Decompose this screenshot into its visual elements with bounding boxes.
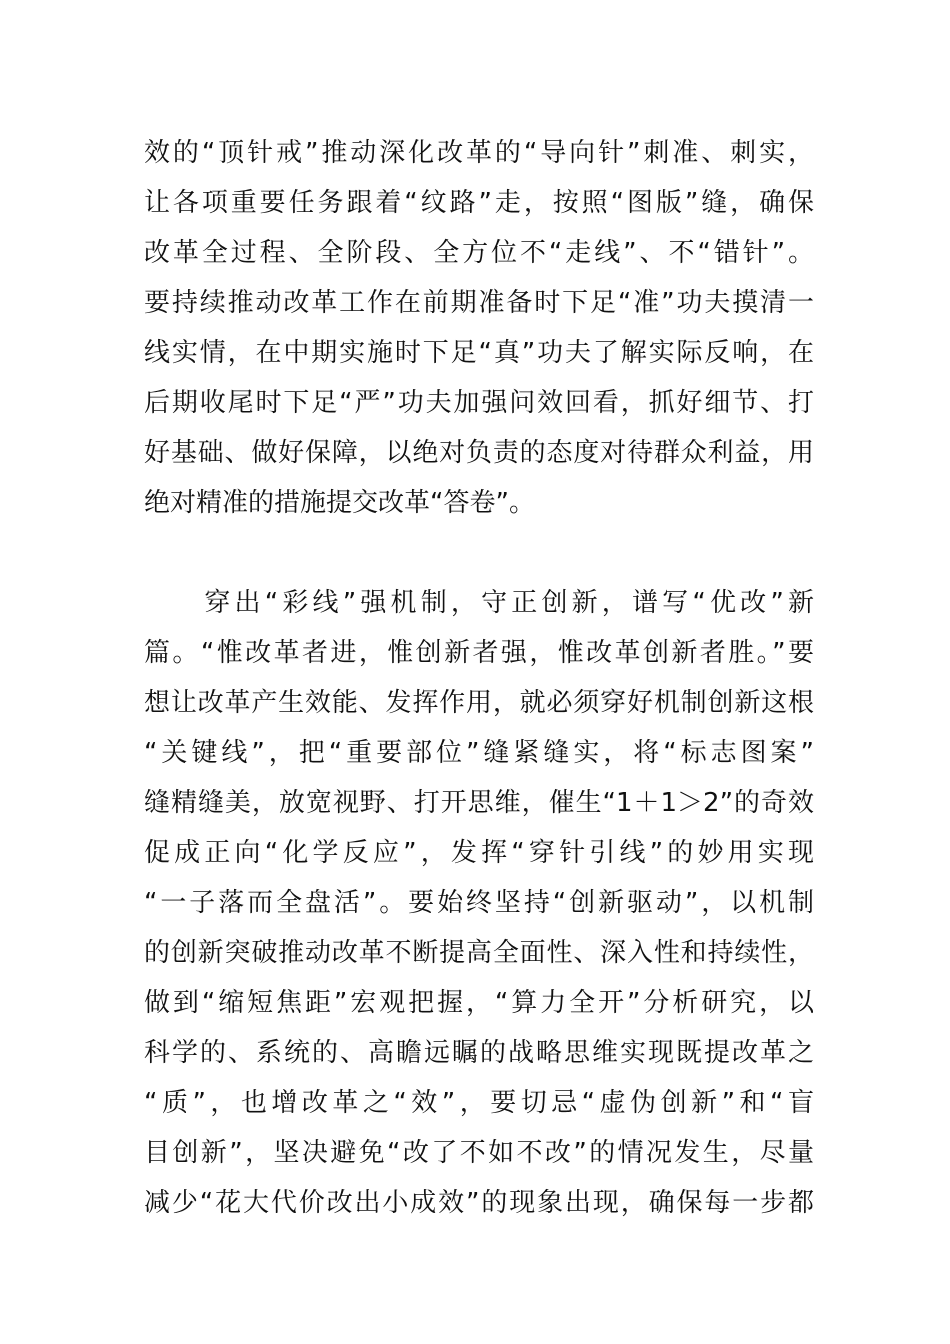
paragraph-line: 效的“顶针戒”推动深化改革的“导向针”刺准、刺实， xyxy=(144,138,814,168)
paragraph-line: 后期收尾时下足“严”功夫加强问效回看，抓好细节、打 xyxy=(144,388,814,418)
paragraph-line: 线实情，在中期实施时下足“真”功夫了解实际反响，在 xyxy=(144,338,814,368)
paragraph-1 xyxy=(144,128,814,528)
paragraph-line: 穿出“彩线”强机制，守正创新，谱写“优改”新 xyxy=(144,588,814,618)
paragraph-line: 做到“缩短焦距”宏观把握，“算力全开”分析研究，以 xyxy=(144,988,814,1018)
paragraph-2 xyxy=(144,578,814,1228)
paragraph-line: 要持续推动改革工作在前期准备时下足“准”功夫摸清一 xyxy=(144,288,814,318)
paragraph-line: 科学的、系统的、高瞻远瞩的战略思维实现既提改革之 xyxy=(144,1038,814,1068)
paragraph-line: 的创新突破推动改革不断提高全面性、深入性和持续性， xyxy=(144,938,814,968)
paragraph-line: “质”，也增改革之“效”，要切忌“虚伪创新”和“盲 xyxy=(144,1088,814,1118)
paragraph-line: 绝对精准的措施提交改革“答卷”。 xyxy=(144,488,535,518)
paragraph-line: 缝精缝美，放宽视野、打开思维，催生“1＋1＞2”的奇效 xyxy=(144,788,814,818)
paragraph-line: 想让改革产生效能、发挥作用，就必须穿好机制创新这根 xyxy=(144,688,814,718)
paragraph-line: 目创新”，坚决避免“改了不如不改”的情况发生，尽量 xyxy=(144,1138,814,1168)
paragraph-line: “关键线”，把“重要部位”缝紧缝实，将“标志图案” xyxy=(144,738,814,768)
paragraph-line: 改革全过程、全阶段、全方位不“走线”、不“错针”。 xyxy=(144,238,814,268)
paragraph-line: 促成正向“化学反应”，发挥“穿针引线”的妙用实现 xyxy=(144,838,814,868)
paragraph-line: 好基础、做好保障，以绝对负责的态度对待群众利益，用 xyxy=(144,438,814,468)
paragraph-line: 减少“花大代价改出小成效”的现象出现，确保每一步都 xyxy=(144,1188,814,1218)
paragraph-line: 让各项重要任务跟着“纹路”走，按照“图版”缝，确保 xyxy=(144,188,814,218)
paragraph-line: 篇。“惟改革者进，惟创新者强，惟改革创新者胜。”要 xyxy=(144,638,814,668)
paragraph-line: “一子落而全盘活”。要始终坚持“创新驱动”，以机制 xyxy=(144,888,814,918)
